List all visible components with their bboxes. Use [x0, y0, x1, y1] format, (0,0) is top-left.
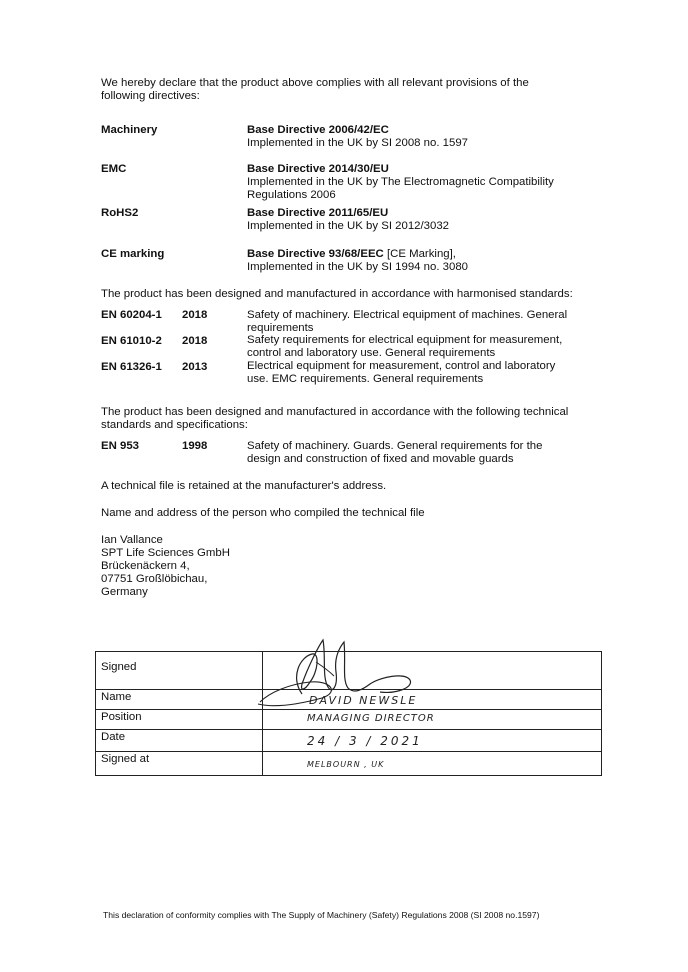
footer-note: This declaration of conformity complies with The Supply of Machinery (Safety) Regulations 2008 (SI 2008 no.1597) — [103, 910, 540, 920]
directive-detail: Implemented in the UK by SI 2008 no. 1597 — [247, 137, 468, 149]
handwritten-name: DAVID NEWSLE — [309, 694, 418, 707]
intro-line-1: We hereby declare that the product above complies with all relevant provisions of the — [101, 77, 529, 89]
standard-description — [247, 440, 577, 466]
directive-label: EMC — [101, 163, 127, 175]
standard-desc-line: requirements — [247, 322, 314, 334]
address-line: Brückenäckern 4, — [101, 560, 190, 572]
compiler-address — [101, 534, 230, 599]
row-label-signed-at: Signed at — [96, 752, 263, 776]
directive-label: Machinery — [101, 124, 158, 136]
directive-detail: Implemented in the UK by The Electromagnetic Compatibility — [247, 176, 554, 188]
handwritten-position: MANAGING DIRECTOR — [307, 713, 435, 724]
standard-code: EN 953 — [101, 440, 139, 452]
standard-desc-line: Safety requirements for electrical equipment for measurement, — [247, 334, 563, 346]
standard-desc-line: use. EMC requirements. General requirements — [247, 373, 484, 385]
compiler-intro: Name and address of the person who compiled the technical file — [101, 507, 425, 519]
address-line: Ian Vallance — [101, 534, 163, 546]
directive-block — [247, 207, 449, 233]
directive-detail: Regulations 2006 — [247, 189, 336, 201]
standard-desc-line: control and laboratory use. General requirements — [247, 347, 496, 359]
intro-text — [101, 77, 529, 103]
row-label-name: Name — [96, 690, 263, 710]
standard-description — [247, 360, 577, 386]
standard-code: EN 60204-1 — [101, 309, 162, 321]
address-line: 07751 Großlöbichau, — [101, 573, 208, 585]
standard-desc-line: Safety of machinery. Electrical equipment of machines. General — [247, 309, 568, 321]
directive-detail: Implemented in the UK by SI 2012/3032 — [247, 220, 449, 232]
location-value-cell — [263, 752, 602, 776]
directive-block — [247, 163, 554, 202]
directive-block — [247, 124, 468, 150]
table-row — [96, 730, 602, 752]
date-value-cell — [263, 730, 602, 752]
technical-intro-line: standards and specifications: — [101, 419, 248, 431]
handwritten-date: 24 / 3 / 2021 — [307, 734, 423, 748]
standard-desc-line: Safety of machinery. Guards. General requirements for the — [247, 440, 543, 452]
harmonised-intro: The product has been designed and manufactured in accordance with harmonised standards: — [101, 288, 573, 300]
technical-file-statement: A technical file is retained at the manufacturer's address. — [101, 480, 387, 492]
table-row — [96, 710, 602, 730]
directive-title: Base Directive 2011/65/EU — [247, 207, 389, 219]
table-row — [96, 752, 602, 776]
standard-code: EN 61326-1 — [101, 361, 162, 373]
standard-desc-line: design and construction of fixed and movable guards — [247, 453, 514, 465]
directive-label: RoHS2 — [101, 207, 139, 219]
handwritten-signature — [230, 632, 430, 712]
standard-desc-line: Electrical equipment for measurement, control and laboratory — [247, 360, 556, 372]
row-label-date: Date — [96, 730, 263, 752]
intro-line-2: following directives: — [101, 90, 200, 102]
directive-block — [247, 248, 468, 274]
directive-title: Base Directive 2006/42/EC — [247, 124, 389, 136]
directive-title-suffix: [CE Marking], — [383, 248, 456, 260]
standard-year: 1998 — [182, 440, 208, 452]
handwritten-location: MELBOURN , UK — [307, 760, 385, 769]
directive-detail: Implemented in the UK by SI 1994 no. 3080 — [247, 261, 468, 273]
position-value-cell — [263, 710, 602, 730]
technical-intro-line: The product has been designed and manufactured in accordance with the following technical — [101, 406, 569, 418]
standard-description — [247, 334, 577, 360]
standard-description — [247, 309, 577, 335]
row-label-position: Position — [96, 710, 263, 730]
row-label-signed: Signed — [96, 652, 263, 690]
address-line: Germany — [101, 586, 148, 598]
standard-code: EN 61010-2 — [101, 335, 162, 347]
standard-year: 2018 — [182, 335, 208, 347]
standard-year: 2018 — [182, 309, 208, 321]
directive-label: CE marking — [101, 248, 165, 260]
technical-intro — [101, 406, 568, 432]
address-line: SPT Life Sciences GmbH — [101, 547, 230, 559]
directive-title: Base Directive 2014/30/EU — [247, 163, 389, 175]
standard-year: 2013 — [182, 361, 208, 373]
directive-title: Base Directive 93/68/EEC — [247, 248, 384, 260]
